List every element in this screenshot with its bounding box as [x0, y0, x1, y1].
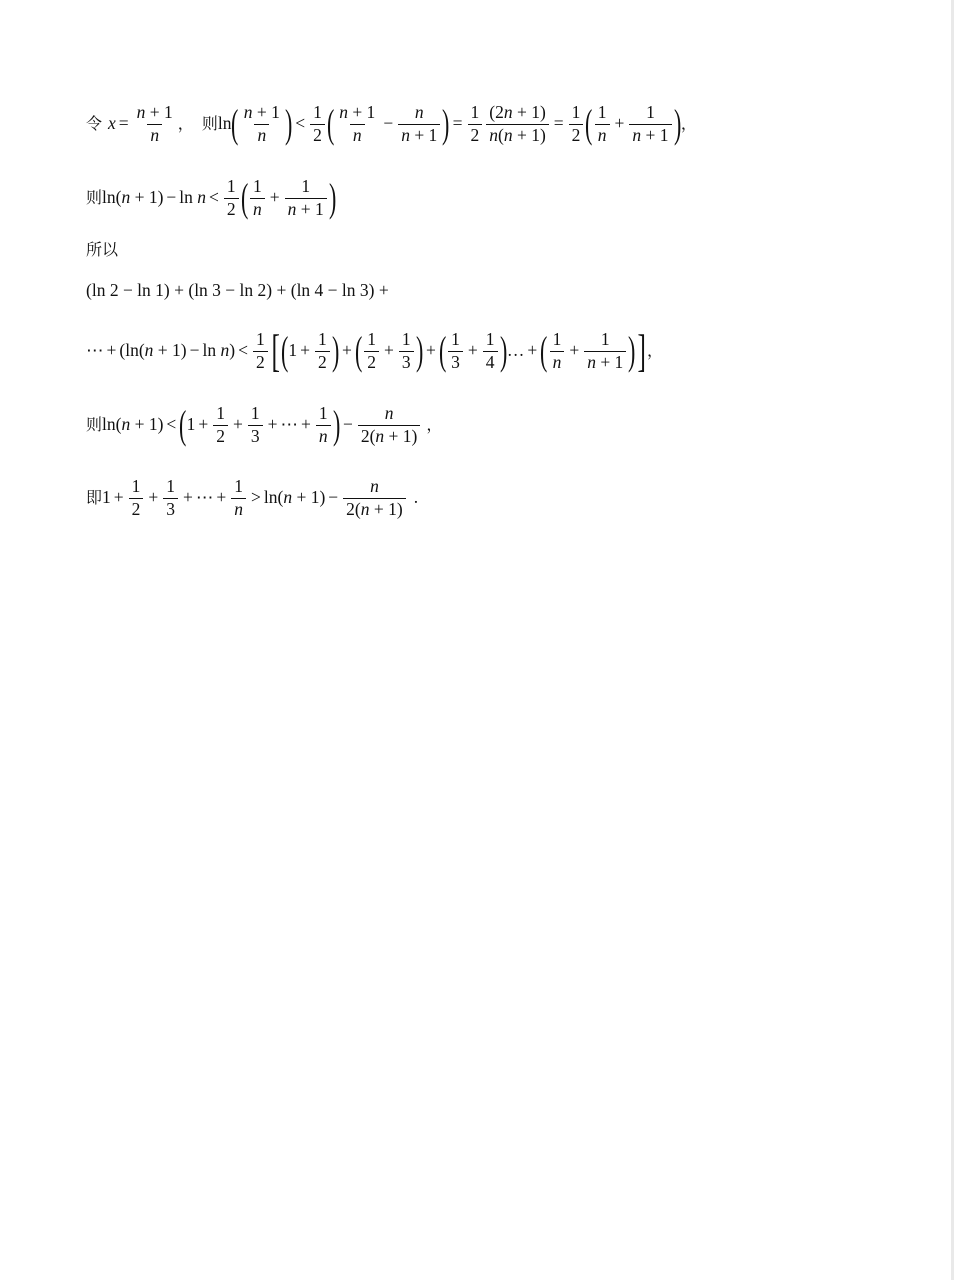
end-comma: ， — [426, 415, 443, 434]
solution-document — [86, 96, 906, 526]
end-period: . — [413, 487, 419, 508]
sum-expression: (ln 2 − ln 1) + (ln 3 − ln 2) + (ln 4 − ln 3) + — [86, 280, 389, 301]
intro-text: 令 — [86, 114, 103, 133]
so-text: 所以 — [86, 240, 119, 259]
formula-line-3 — [86, 238, 906, 262]
formula-line-4 — [86, 278, 906, 304]
then-text: 则 — [201, 114, 218, 133]
formula-line-5: ⋯ + (ln(n + 1) − ln n) < $\frac{1}{2}$ [ ( 1 + $\frac{1}{2}$ ) + ( $\frac{1}{2}$ + $\frac{1}{3}$ ) + ( $\frac{1}{3}$ + $\frac{1}{4}$ ) … + ( $\frac{1}{n}$ + $\frac{1}{n + 1}$ ) ] ， — [86, 325, 663, 376]
separator-comma: ， — [177, 114, 194, 133]
formula-line-7: 即 1 + $\frac{1}{2}$ + $\frac{1}{3}$ + ⋯ + $\frac{1}{n}$ > ln(n + 1) − $\frac{n}{2(n + 1)}$ . — [86, 476, 419, 519]
end-comma: ， — [646, 341, 663, 360]
formula-line-2: 则 ln(n + 1) − ln n < $\frac{1}{2}$ ( $\frac{1}{n}$ + $\frac{1}{n + 1}$ ) — [86, 175, 337, 220]
formula-line-6: 则 ln(n + 1) < ( 1 + $\frac{1}{2}$ + $\frac{1}{3}$ + ⋯ + $\frac{1}{n}$ ) − $\frac{n}{2(n + 1)}$ ， — [86, 402, 443, 447]
then-text: 则 — [86, 415, 103, 434]
then-text: 则 — [86, 188, 103, 207]
end-comma: ， — [680, 114, 697, 133]
fraction: $\frac{n + 1}{n}$ — [136, 102, 173, 145]
formula-line-1: 令 x = $\frac{n + 1}{n}$ ， 则 ln ( $\frac{n + 1}{n}$ ) < $\frac{1}{2}$ ( $\frac{n + 1}{n}$ − $\frac{n}{n + 1}$ ) = $\frac{1}{2}$ $\frac{(2n + 1)}{n(n + 1)}$ = $\frac{1}{2}$ ( $\frac{1}{n}$ + $\frac{1}{n + 1}$ ) ， — [86, 101, 697, 146]
intro-text: 即 — [86, 488, 103, 507]
